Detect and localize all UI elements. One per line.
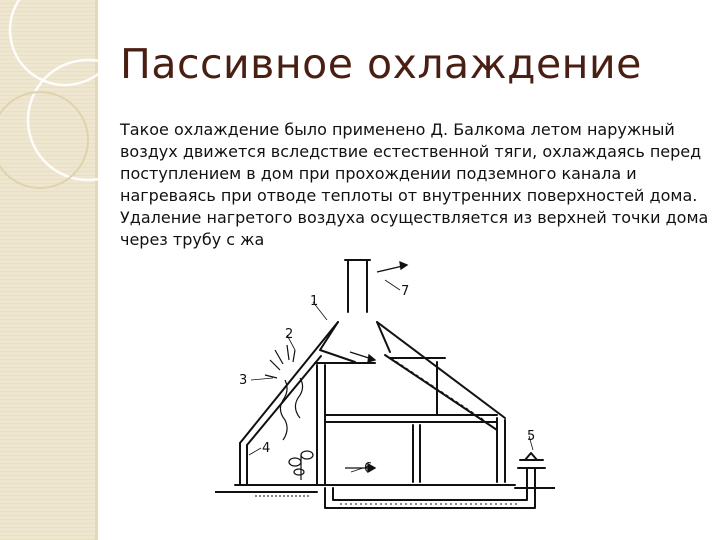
diagram-label-3: 3 bbox=[239, 373, 248, 388]
slide-paragraph: Такое охлаждение было применено Д. Балкома летом наружный воздух движется вследствие естественной тяги, охлаждаясь перед поступлением в дом при прохождении подземного канала и нагреваясь при отводе теплоты от внутренних поверхностей дома. Удаление нагретого воздуха осуществляется из верхней точки дома через трубу с жа bbox=[120, 120, 709, 249]
slide-title: Пассивное охлаждение bbox=[120, 40, 642, 88]
diagram-label-2: 2 bbox=[285, 327, 294, 342]
decorative-circles bbox=[0, 0, 98, 540]
diagram-label-7: 7 bbox=[401, 284, 410, 299]
diagram-label-4: 4 bbox=[262, 441, 271, 456]
passive-cooling-house-diagram bbox=[215, 250, 555, 530]
diagram-label-6: 6 bbox=[364, 461, 373, 476]
diagram-label-5: 5 bbox=[527, 429, 536, 444]
diagram-label-1: 1 bbox=[310, 294, 319, 309]
